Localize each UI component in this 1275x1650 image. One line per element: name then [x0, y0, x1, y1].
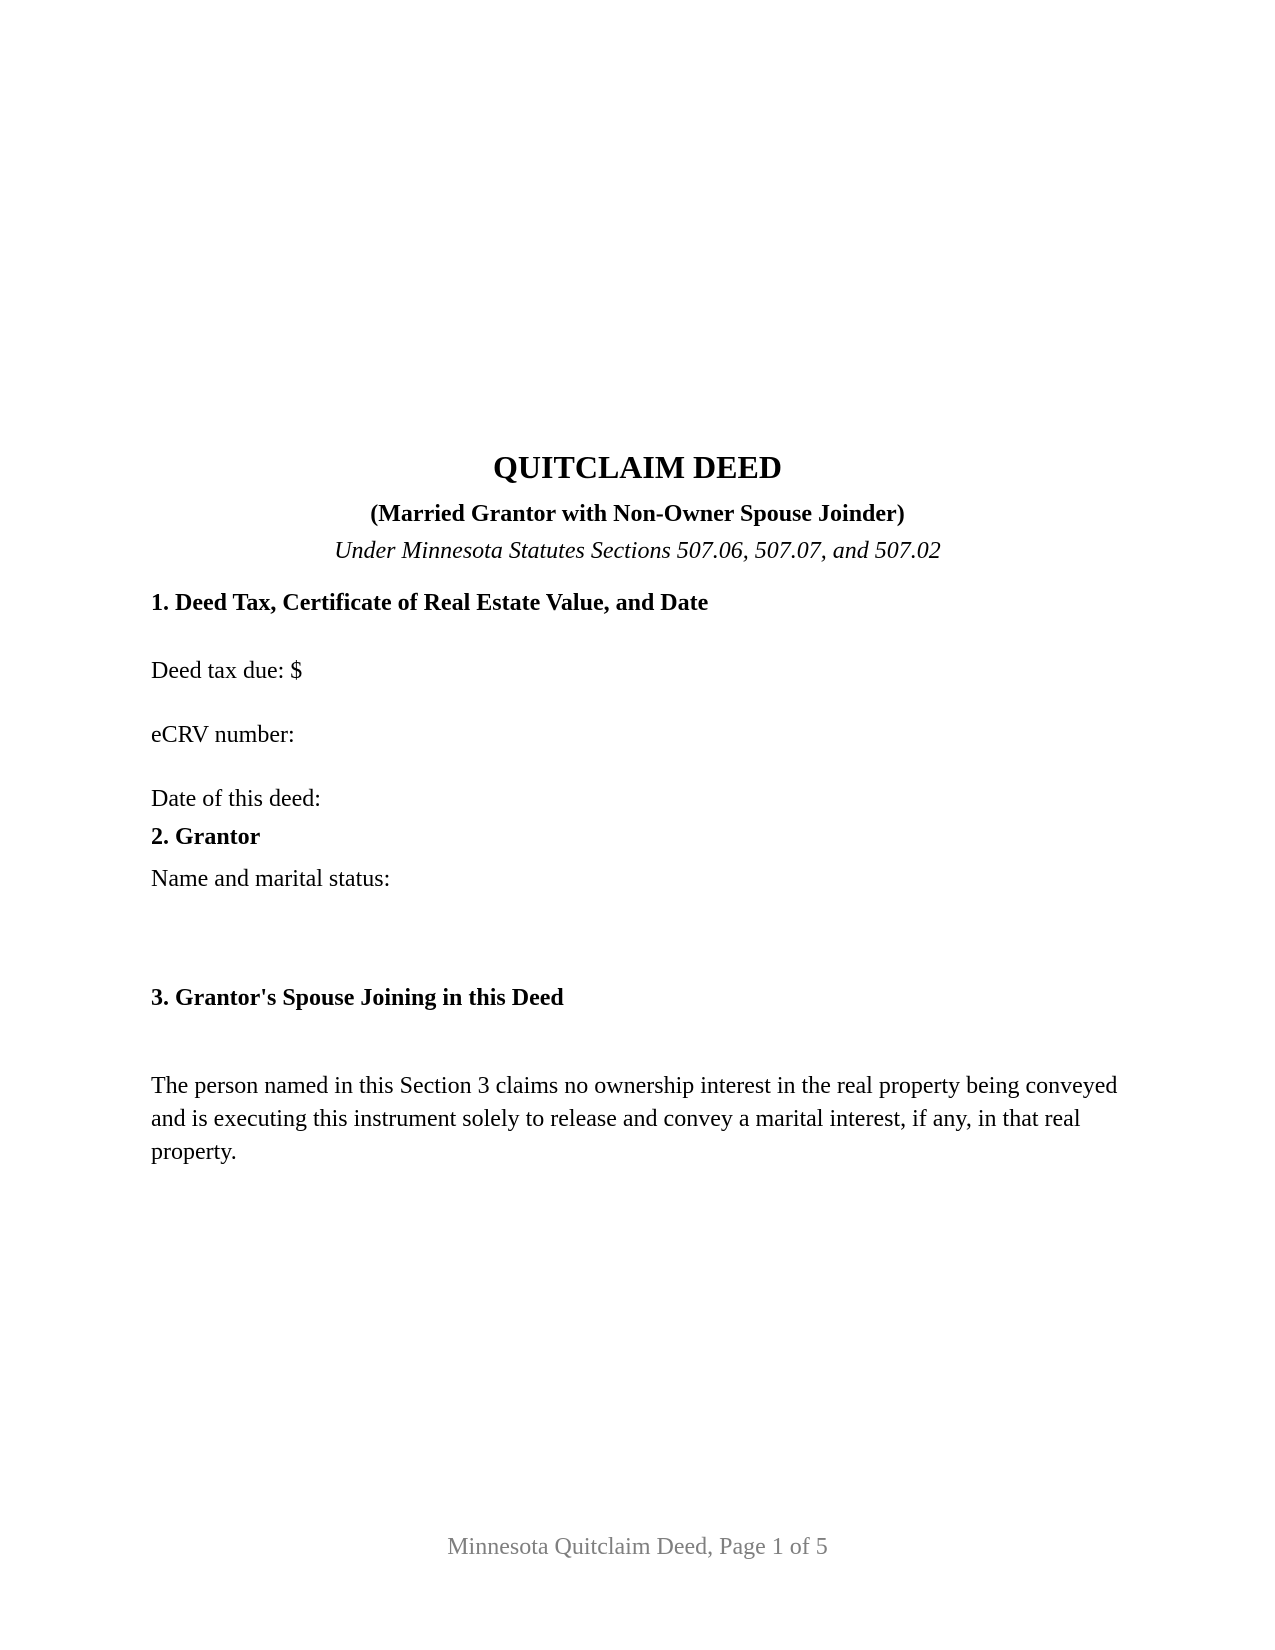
statute-reference: Under Minnesota Statutes Sections 507.06, 507.07, and 507.02: [334, 538, 941, 564]
grantor-name-label: Name and marital status:: [151, 866, 391, 892]
section-1-heading: 1. Deed Tax, Certificate of Real Estate Value, and Date: [151, 590, 709, 616]
deed-tax-label: Deed tax due: $: [151, 658, 303, 684]
page-footer: Minnesota Quitclaim Deed, Page 1 of 5: [447, 1534, 828, 1560]
ecrv-number-label: eCRV number:: [151, 722, 295, 748]
document-title: QUITCLAIM DEED: [493, 449, 782, 485]
deed-date-label: Date of this deed:: [151, 786, 321, 812]
section-3-heading: 3. Grantor's Spouse Joining in this Deed: [151, 985, 564, 1011]
section-3-paragraph: The person named in this Section 3 claims no ownership interest in the real property being conveyed and is executing this instrument solely to release and convey a marital interest, if any, in that real property.: [151, 1073, 1118, 1165]
document-subtitle: (Married Grantor with Non-Owner Spouse Joinder): [370, 501, 905, 527]
section-2-heading: 2. Grantor: [151, 824, 261, 850]
